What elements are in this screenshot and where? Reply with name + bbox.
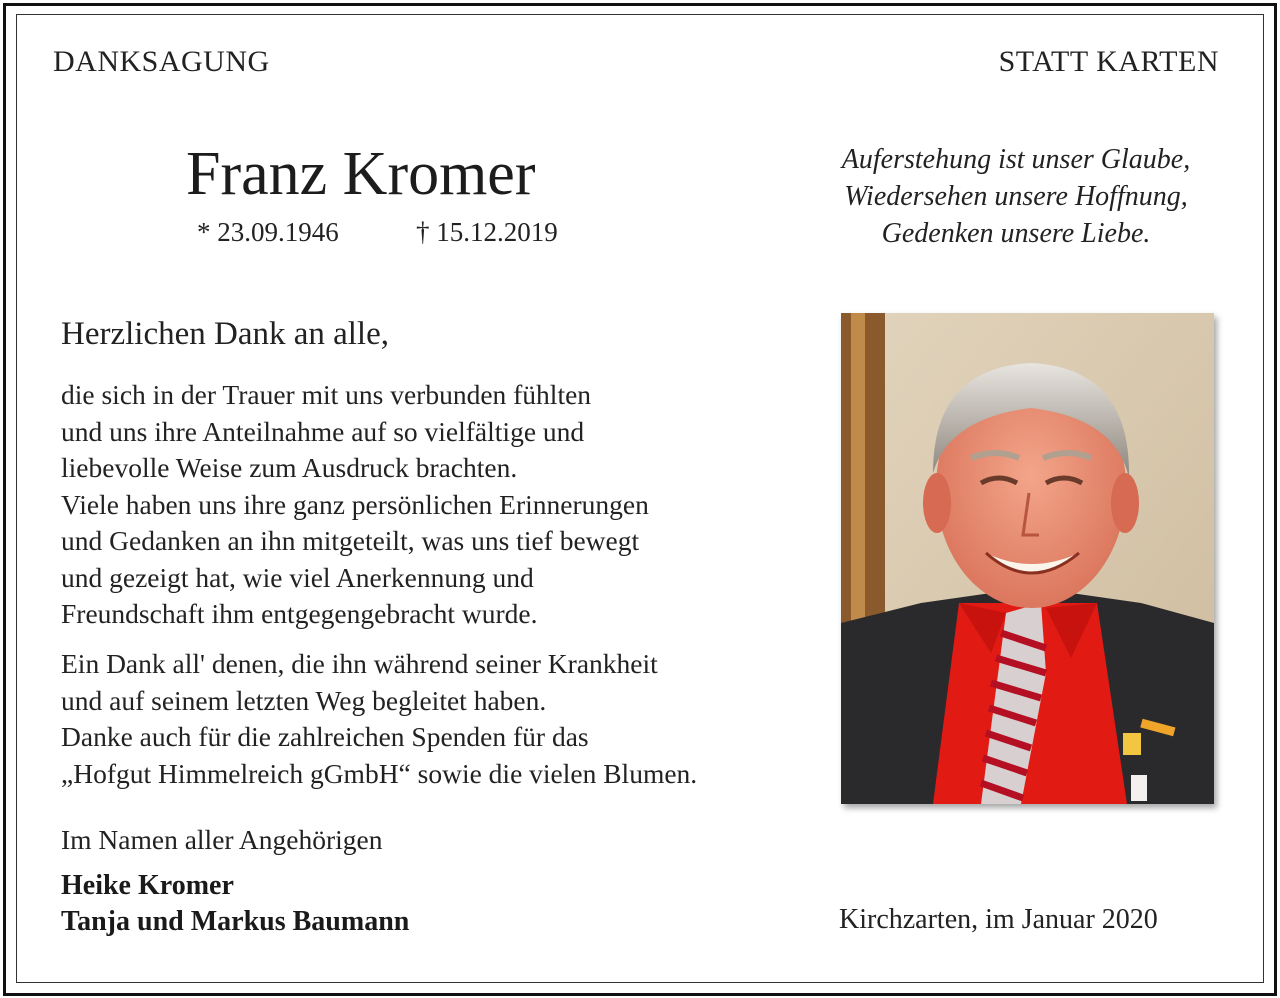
text-line: Ein Dank all' denen, die ihn während seiner Krankheit [61, 648, 658, 679]
text-line: Freundschaft ihm entgegengebracht wurde. [61, 598, 538, 629]
verse-line: Wiedersehen unsere Hoffnung, [844, 181, 1188, 212]
birth-date: * 23.09.1946 [197, 217, 339, 247]
text-line: liebevolle Weise zum Ausdruck brachten. [61, 452, 518, 483]
death-date: † 15.12.2019 [416, 217, 558, 247]
text-line: und Gedanken an ihn mitgeteilt, was uns tief bewegt [61, 525, 640, 556]
text-line: und auf seinem letzten Weg begleitet haben. [61, 684, 547, 716]
greeting: Herzlichen Dank an alle, [61, 316, 390, 352]
thanks-paragraph-2 [61, 646, 697, 792]
text-line: und gezeigt hat, wie viel Anerkennung und [61, 561, 534, 593]
signature-name: Tanja und Markus Baumann [61, 906, 410, 937]
text-line: und uns ihre Anteilnahme auf so vielfältige und [61, 415, 585, 447]
verse-line: Gedenken unsere Liebe. [881, 218, 1151, 249]
text-line: Viele haben uns ihre ganz persönlichen Erinnerungen [61, 488, 649, 520]
place-date: Kirchzarten, im Januar 2020 [839, 904, 1158, 935]
header-danksagung: DANKSAGUNG [53, 45, 270, 78]
text-line: „Hofgut Himmelreich gGmbH“ sowie die vielen Blumen. [61, 757, 698, 789]
memorial-verse [806, 141, 1226, 252]
header-statt-karten: STATT KARTEN [998, 45, 1219, 78]
text-line: die sich in der Trauer mit uns verbunden fühlten [61, 379, 592, 410]
portrait-photo [841, 313, 1214, 804]
thanks-paragraph-1 [61, 377, 649, 633]
signature-name: Heike Kromer [61, 870, 234, 901]
deceased-name: Franz Kromer [186, 140, 536, 208]
text-line: Danke auch für die zahlreichen Spenden für das [61, 721, 589, 752]
verse-line: Auferstehung ist unser Glaube, [841, 144, 1191, 175]
closing-line: Im Namen aller Angehörigen [61, 824, 383, 855]
